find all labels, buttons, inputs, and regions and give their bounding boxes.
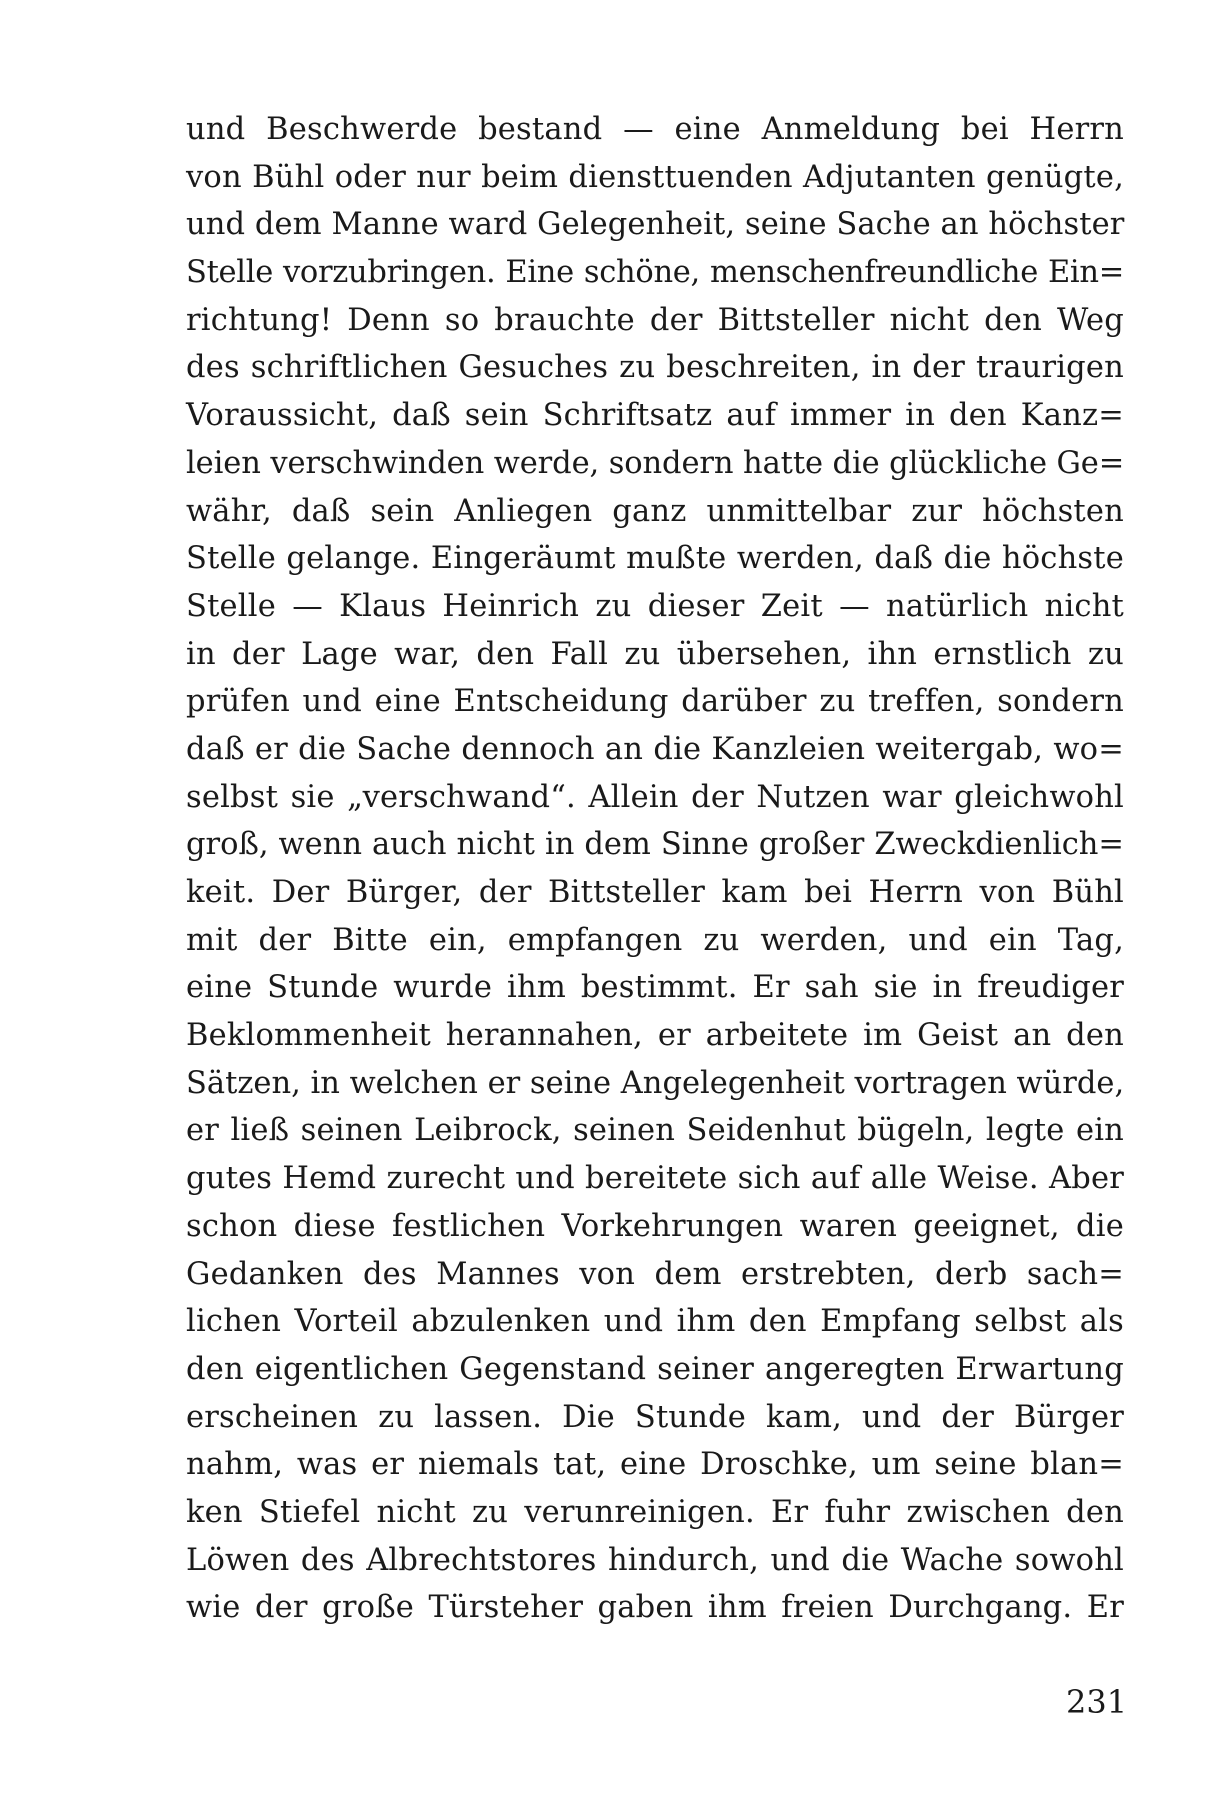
text-line: daß er die Sache dennoch an die Kanzleien weitergab, wo= [186, 731, 1124, 767]
text-line: Stelle vorzubringen. Eine schöne, menschenfreundliche Ein= [186, 255, 1124, 291]
text-line: Beklommenheit herannahen, er arbeitete im Geist an den [186, 1018, 1124, 1054]
text-line: nahm, was er niemals tat, eine Droschke, um seine blan= [186, 1447, 1124, 1483]
text-line: wie der große Türsteher gaben ihm freien Durchgang. Er [186, 1590, 1124, 1626]
body-text [186, 106, 1124, 1632]
text-line: gutes Hemd zurecht und bereitete sich auf alle Weise. Aber [186, 1161, 1124, 1197]
text-line: und Beschwerde bestand — eine Anmeldung bei Herrn [186, 112, 1124, 147]
text-line: Voraussicht, daß sein Schriftsatz auf immer in den Kanz= [186, 398, 1124, 434]
text-line: währ, daß sein Anliegen ganz unmittelbar zur höchsten [186, 493, 1124, 529]
text-line: groß, wenn auch nicht in dem Sinne großer Zweckdienlich= [186, 827, 1124, 863]
text-line: er ließ seinen Leibrock, seinen Seidenhut bügeln, legte ein [186, 1113, 1124, 1149]
text-line: Sätzen, in welchen er seine Angelegenheit vortragen würde, [186, 1065, 1125, 1101]
text-line: eine Stunde wurde ihm bestimmt. Er sah sie in freudiger [186, 970, 1124, 1006]
text-line: von Bühl oder nur beim diensttuenden Adjutanten genügte, [186, 159, 1124, 195]
text-line: mit der Bitte ein, empfangen zu werden, und ein Tag, [186, 922, 1124, 958]
text-line: schon diese festlichen Vorkehrungen waren geeignet, die [186, 1208, 1124, 1244]
text-line: erscheinen zu lassen. Die Stunde kam, und der Bürger [186, 1399, 1124, 1435]
text-line: lichen Vorteil abzulenken und ihm den Empfang selbst als [186, 1304, 1124, 1340]
text-line: ken Stiefel nicht zu verunreinigen. Er fuhr zwischen den [186, 1494, 1124, 1530]
text-line: keit. Der Bürger, der Bittsteller kam bei Herrn von Bühl [186, 875, 1124, 910]
text-line: prüfen und eine Entscheidung darüber zu treffen, sondern [186, 684, 1124, 720]
text-line: den eigentlichen Gegenstand seiner angeregten Erwartung [186, 1351, 1124, 1387]
text-line: Gedanken des Mannes von dem erstrebten, derb sach= [186, 1256, 1124, 1292]
text-line: leien verschwinden werde, sondern hatte die glückliche Ge= [186, 445, 1125, 481]
page-number: 231 [1066, 1683, 1128, 1721]
text-line: Stelle gelange. Eingeräumt mußte werden, daß die höchste [186, 541, 1124, 577]
text-line: des schriftlichen Gesuches zu beschreiten, in der traurigen [186, 350, 1124, 386]
text-line: Löwen des Albrechtstores hindurch, und die Wache sowohl [186, 1542, 1124, 1578]
text-line: richtung! Denn so brauchte der Bittsteller nicht den Weg [186, 302, 1124, 338]
text-line: in der Lage war, den Fall zu übersehen, ihn ernstlich zu [186, 636, 1124, 672]
text-line: selbst sie „verschwand“. Allein der Nutzen war gleichwohl [186, 779, 1124, 815]
text-line: Stelle — Klaus Heinrich zu dieser Zeit — natürlich nicht [186, 588, 1124, 624]
text-line: und dem Manne ward Gelegenheit, seine Sache an höchster [186, 207, 1125, 243]
